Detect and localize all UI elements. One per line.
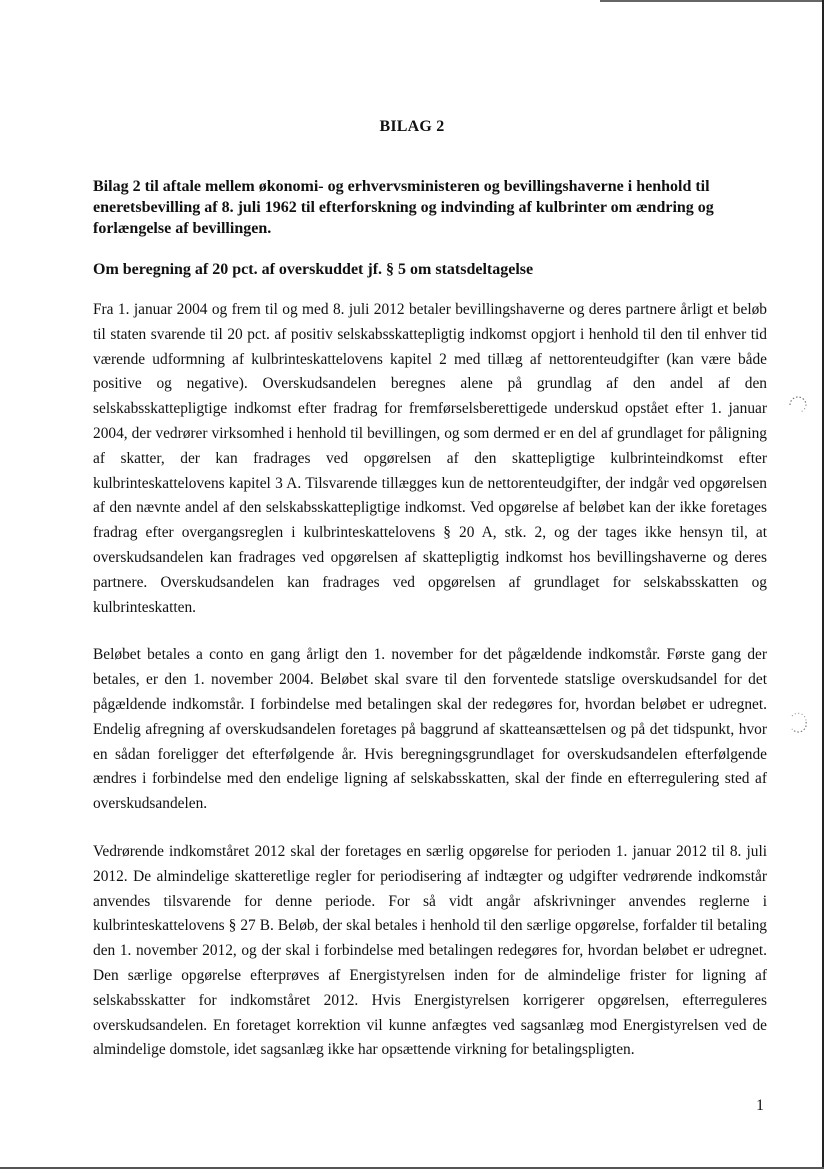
document-body [93, 176, 767, 1063]
section-heading: Om beregning af 20 pct. af overskuddet jf. § 5 om statsdeltagelse [93, 261, 534, 278]
hole-punch-mark-icon [786, 710, 810, 734]
page-title: BILAG 2 [379, 118, 445, 135]
paragraph-2: Beløbet betales a conto en gang årligt den 1. november for det pågældende indkomstår. Første gang der betales, er den 1. november 2004. Beløbet skal svare til den forventede statslige overskudsandel for det pågældende indkomstår. I forbindelse med betalingen skal der redegøres for, hvordan beløbet er udregnet. Endelig afregning af overskudsandelen foretages på baggrund af skatteansættelsen og på det tidspunkt, hvor en sådan foreligger det efterfølgende år. Hvis beregningsgrundlaget for overskudsandelen efterfølgende ændres i forbindelse med den endelige ligning af selskabsskatten, skal der finde en efterregulering sted af overskudsandelen. [93, 646, 767, 813]
intro-heading: Bilag 2 til aftale mellem økonomi- og erhvervsministeren og bevillingshaverne i henhold til eneretsbevilling af 8. juli 1962 til efterforskning og indvinding af kulbrinter om ændring og forlængelse af bevillingen. [93, 178, 714, 237]
page-number: 1 [756, 1097, 764, 1114]
paragraph-3: Vedrørende indkomståret 2012 skal der foretages en særlig opgørelse for perioden 1. januar 2012 til 8. juli 2012. De almindelige skatteretlige regler for periodisering af indtægter og udgifter vedrørende indkomstår anvendes tilsvarende for denne periode. For så vidt angår afskrivninger anvendes reglerne i kulbrinteskattelovens § 27 B. Beløb, der skal betales i henhold til den særlige opgørelse, forfalder til betaling den 1. november 2012, og der skal i forbindelse med betalingen redegøres for, hvordan beløbet er udregnet. Den særlige opgørelse efterprøves af Energistyrelsen inden for de almindelige frister for ligning af selskabsskatter for indkomståret 2012. Hvis Energistyrelsen korrigerer opgørelsen, efterreguleres overskudsandelen. En foretaget korrektion vil kunne anfægtes ved sagsanlæg mod Energistyrelsen ved de almindelige domstole, idet sagsanlæg ikke har opsættende virkning for betalingspligten. [93, 842, 767, 1059]
paragraph-1: Fra 1. januar 2004 og frem til og med 8. juli 2012 betaler bevillingshaverne og deres partnere årligt et beløb til staten svarende til 20 pct. af positiv selskabsskattepligtig indkomst opgjort i henhold til den til enhver tid værende udformning af kulbrinteskattelovens kapitel 2 med tillæg af nettorenteudgifter (kan være både positive og negative). Overskudsandelen beregnes alene på grundlag af den andel af den selskabsskattepligtige indkomst efter fradrag for fremførselsberettigede underskud opstået efter 1. januar 2004, der vedrører virksomhed i henhold til bevillingen, og som dermed er en del af grundlaget for påligning af skatter, der kan fradrages ved opgørelsen af den skattepligtige kulbrinteindkomst efter kulbrinteskattelovens kapitel 3 A. Tilsvarende tillægges kun de nettorenteudgifter, der indgår ved opgørelsen af den nævnte andel af den selskabsskattepligtige indkomst. Ved opgørelse af beløbet kan der ikke foretages fradrag efter overgangsreglen i kulbrinteskattelovens § 20 A, stk. 2, og der tages ikke hensyn til, at overskudsandelen kan fradrages ved opgørelsen af skattepligtig indkomst hos bevillingshaverne og deres partnere. Overskudsandelen kan fradrages ved opgørelsen af grundlaget for selskabsskatten og kulbrinteskatten. [93, 301, 767, 616]
hole-punch-mark-icon [786, 393, 810, 417]
scan-edge-top [600, 0, 824, 2]
